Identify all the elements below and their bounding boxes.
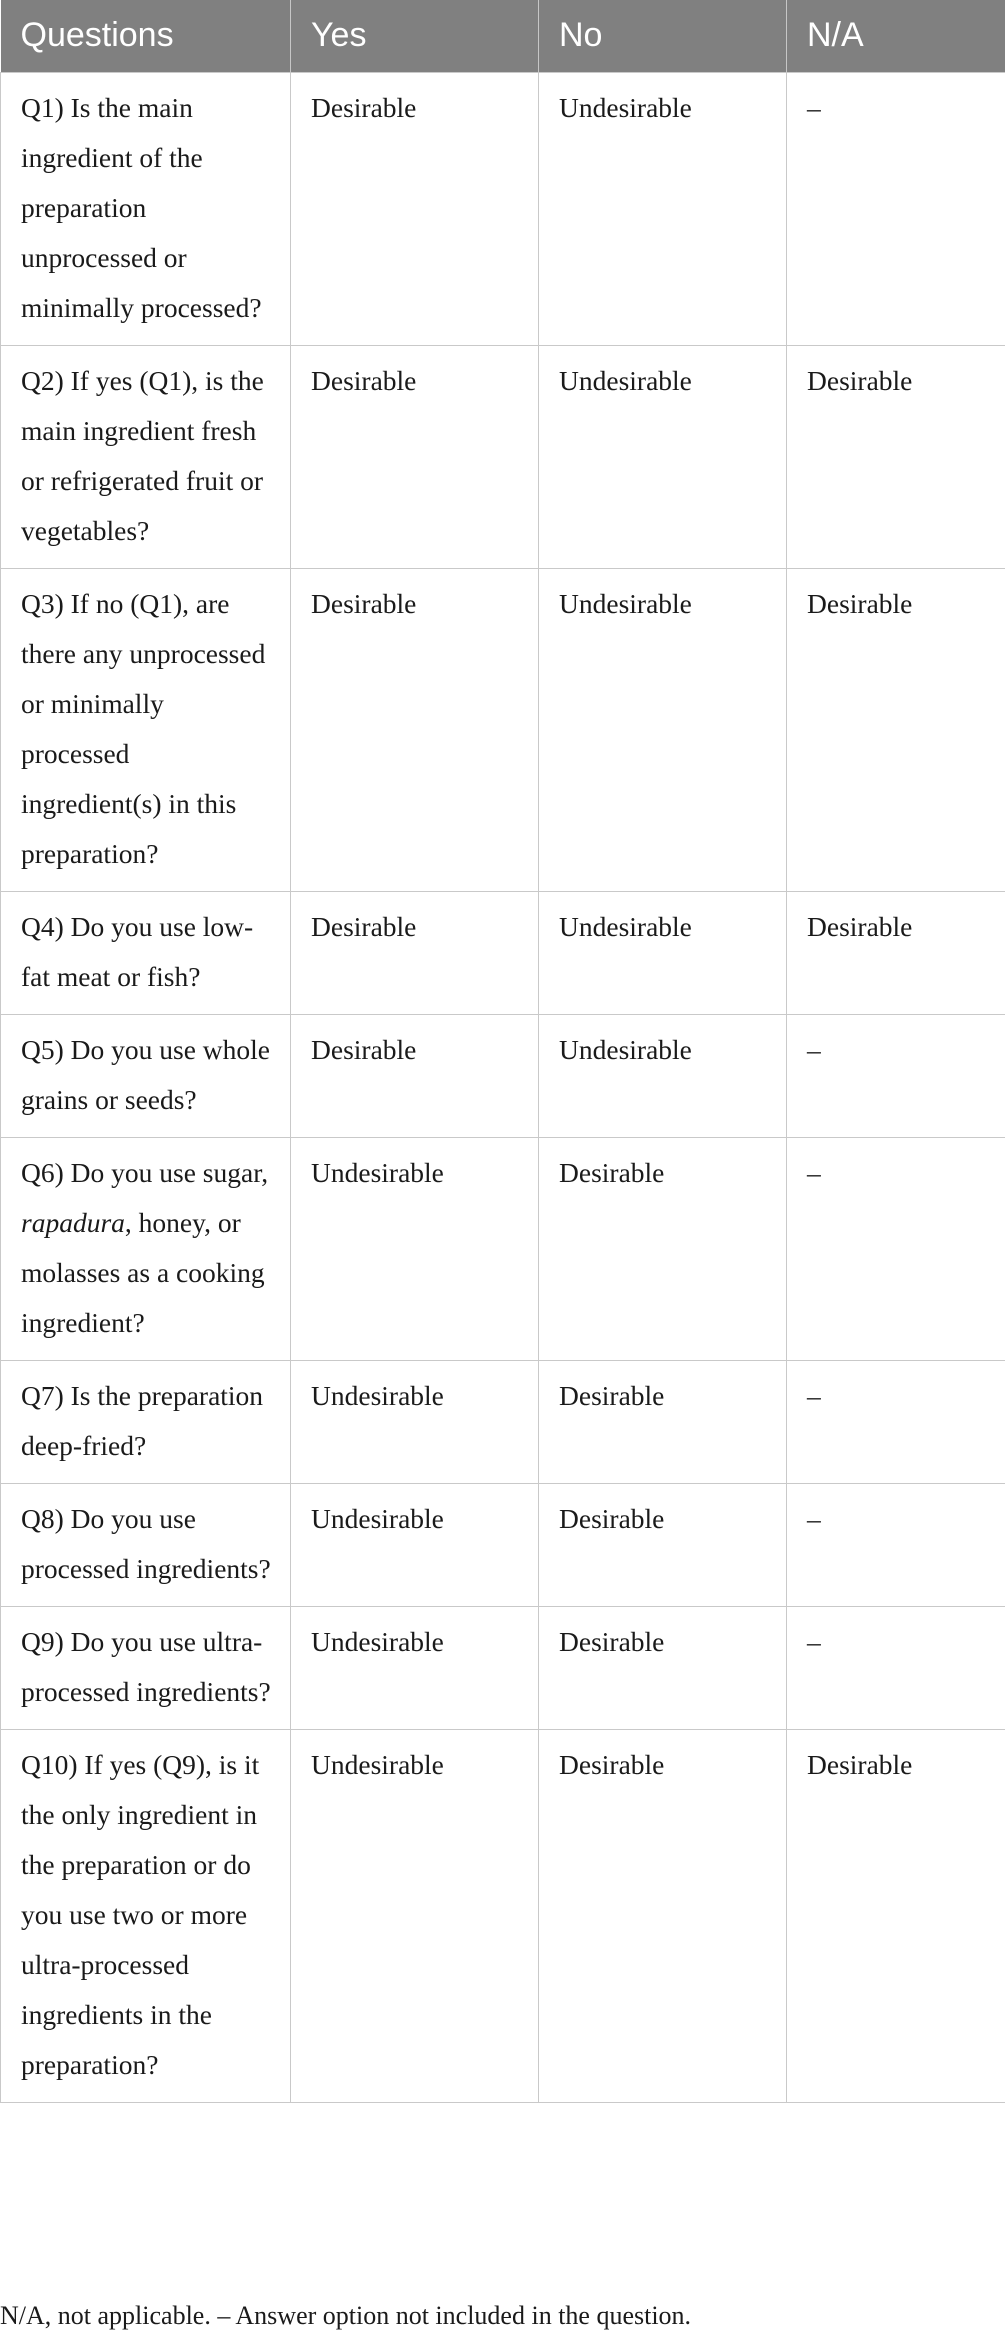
- yes-cell: Undesirable: [291, 1606, 539, 1729]
- table-row: [1, 1360, 1005, 1483]
- yes-cell: Desirable: [291, 891, 539, 1014]
- no-cell: Desirable: [539, 1137, 787, 1360]
- header-no: No: [539, 0, 787, 72]
- yes-cell: Undesirable: [291, 1483, 539, 1606]
- question-cell: Q2) If yes (Q1), is the main ingredient fresh or refrigerated fruit or vegetables?: [1, 345, 291, 568]
- header-questions: Questions: [1, 0, 291, 72]
- table-row: [1, 891, 1005, 1014]
- question-cell: Q9) Do you use ultra-processed ingredients?: [1, 1606, 291, 1729]
- table-header-row: [1, 0, 1005, 72]
- na-cell: Desirable: [787, 891, 1005, 1014]
- na-cell: –: [787, 1483, 1005, 1606]
- table-row: [1, 1483, 1005, 1606]
- no-cell: Undesirable: [539, 568, 787, 891]
- no-cell: Desirable: [539, 1729, 787, 2102]
- na-cell: Desirable: [787, 568, 1005, 891]
- no-cell: Undesirable: [539, 891, 787, 1014]
- yes-cell: Undesirable: [291, 1360, 539, 1483]
- question-cell: Q1) Is the main ingredient of the preparation unprocessed or minimally processed?: [1, 72, 291, 345]
- header-na: N/A: [787, 0, 1005, 72]
- table-row: [1, 1014, 1005, 1137]
- question-cell: Q3) If no (Q1), are there any unprocessed or minimally processed ingredient(s) in this preparation?: [1, 568, 291, 891]
- yes-cell: Desirable: [291, 1014, 539, 1137]
- na-cell: –: [787, 1014, 1005, 1137]
- question-cell: Q10) If yes (Q9), is it the only ingredient in the preparation or do you use two or more ultra-processed ingredients in the preparation?: [1, 1729, 291, 2102]
- table-row: [1, 72, 1005, 345]
- question-cell: Q4) Do you use low-fat meat or fish?: [1, 891, 291, 1014]
- question-text-post: , honey, or molasses as a cooking ingredient?: [21, 1206, 265, 1338]
- table-row: [1, 1137, 1005, 1360]
- yes-cell: Desirable: [291, 345, 539, 568]
- na-cell: –: [787, 1137, 1005, 1360]
- no-cell: Desirable: [539, 1360, 787, 1483]
- na-cell: –: [787, 1360, 1005, 1483]
- question-text-pre: Q6) Do you use sugar,: [21, 1156, 269, 1188]
- question-cell: Q8) Do you use processed ingredients?: [1, 1483, 291, 1606]
- no-cell: Undesirable: [539, 345, 787, 568]
- question-cell: Q5) Do you use whole grains or seeds?: [1, 1014, 291, 1137]
- na-cell: –: [787, 72, 1005, 345]
- header-yes: Yes: [291, 0, 539, 72]
- question-cell: [1, 1137, 291, 1360]
- na-cell: –: [787, 1606, 1005, 1729]
- no-cell: Desirable: [539, 1483, 787, 1606]
- no-cell: Undesirable: [539, 1014, 787, 1137]
- yes-cell: Undesirable: [291, 1729, 539, 2102]
- no-cell: Desirable: [539, 1606, 787, 1729]
- question-cell: Q7) Is the preparation deep-fried?: [1, 1360, 291, 1483]
- table-row: [1, 1606, 1005, 1729]
- yes-cell: Undesirable: [291, 1137, 539, 1360]
- table-row: [1, 1729, 1005, 2102]
- na-cell: Desirable: [787, 1729, 1005, 2102]
- yes-cell: Desirable: [291, 72, 539, 345]
- no-cell: Undesirable: [539, 72, 787, 345]
- yes-cell: Desirable: [291, 568, 539, 891]
- na-cell: Desirable: [787, 345, 1005, 568]
- table-footnote: N/A, not applicable. – Answer option not included in the question.: [0, 2301, 692, 2330]
- table-row: [1, 345, 1005, 568]
- question-text-italic: rapadura: [21, 1206, 125, 1238]
- table-row: [1, 568, 1005, 891]
